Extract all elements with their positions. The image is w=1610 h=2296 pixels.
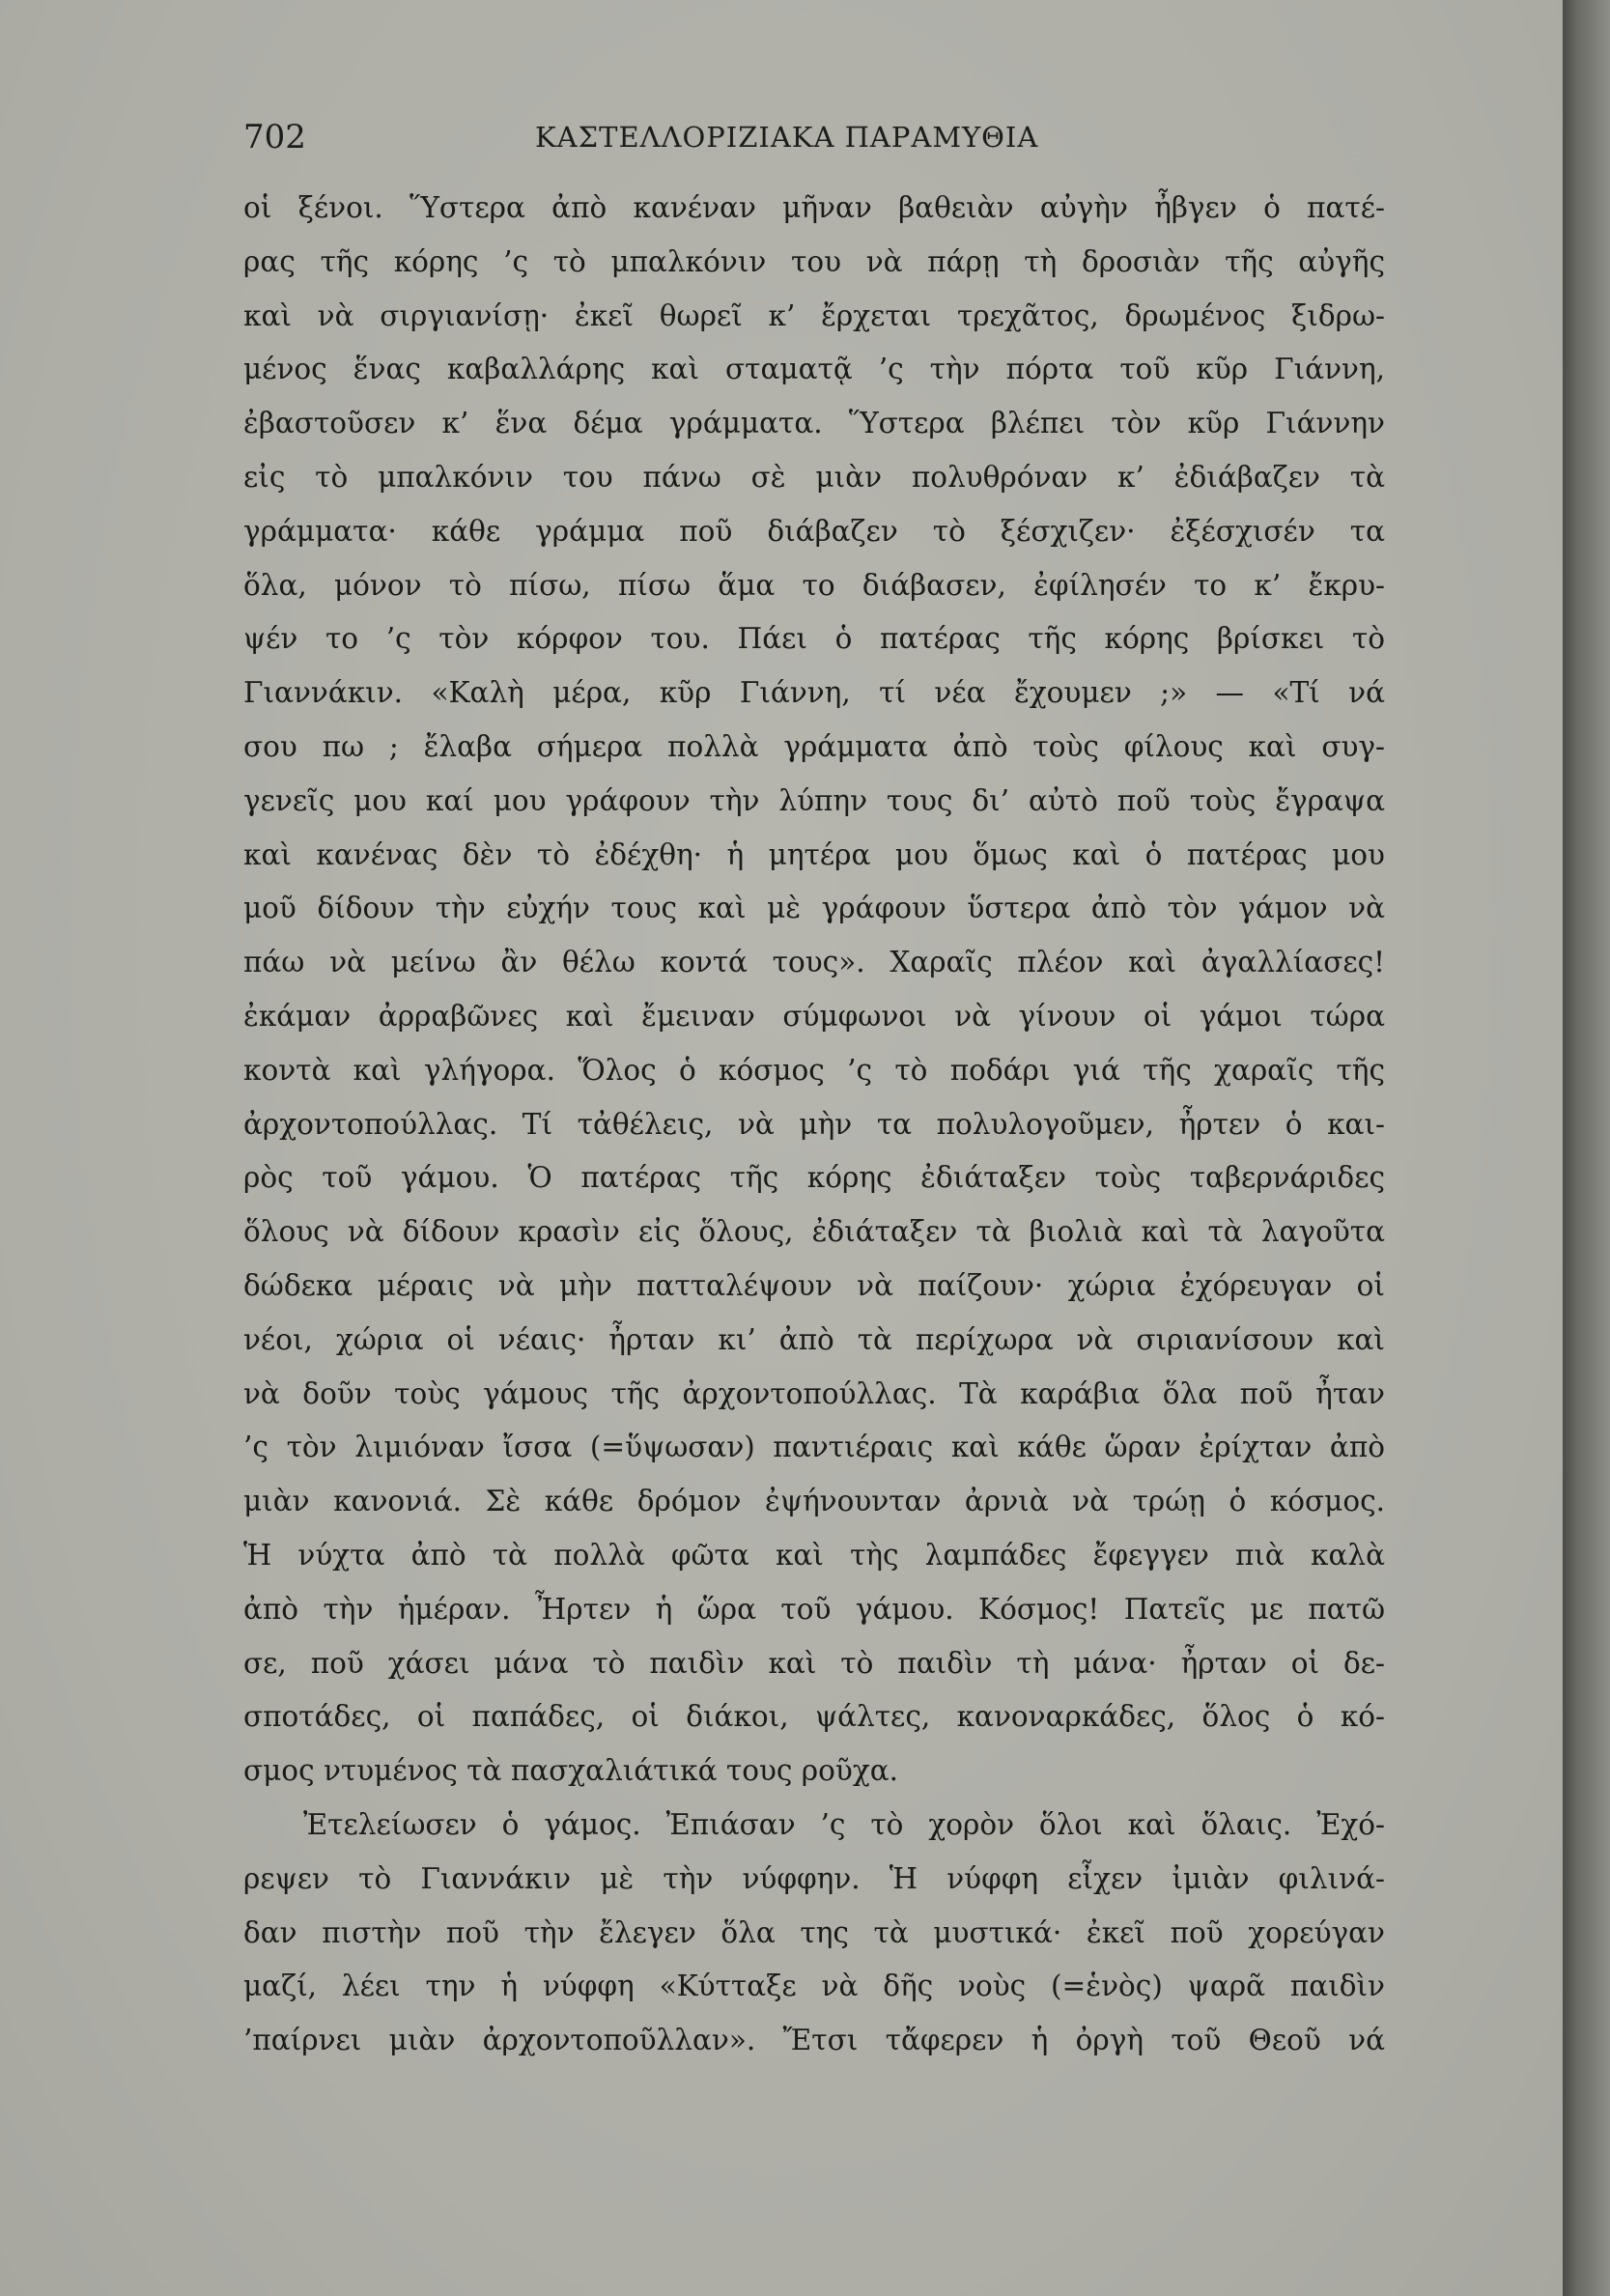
page-header xyxy=(243,114,1402,160)
text-line: ’ς τὸν λιμιόναν ἴσσα (=ὕψωσαν) παντιέραις καὶ κάθε ὥραν ἐρίχταν ἀπὸ xyxy=(243,1431,1385,1464)
text-line: σου πω ; ἔλαβα σήμερα πολλὰ γράμματα ἀπὸ τοὺς φίλους καὶ συγ- xyxy=(243,729,1385,763)
text-line: ρὸς τοῦ γάμου. Ὁ πατέρας τῆς κόρης ἐδιάταξεν τοὺς ταβερνάριδες xyxy=(243,1161,1385,1195)
text-line: καὶ κανένας δὲν τὸ ἐδέχθη· ἡ μητέρα μου ὅμως καὶ ὁ πατέρας μου xyxy=(243,837,1385,871)
text-line: ’παίρνει μιὰν ἀρχοντοποῦλλαν». Ἔτσι τἄφερεν ἡ ὀργὴ τοῦ Θεοῦ νά xyxy=(243,2024,1385,2057)
text-line: μοῦ δίδουν τὴν εὐχήν τους καὶ μὲ γράφουν ὕστερα ἀπὸ τὸν γάμον νὰ xyxy=(243,892,1385,925)
text-line: ρας τῆς κόρης ’ς τὸ μπαλκόνιν του νὰ πάρῃ τὴ δροσιὰν τῆς αὐγῆς xyxy=(243,244,1385,278)
text-line: Ἡ νύχτα ἀπὸ τὰ πολλὰ φῶτα καὶ τὴς λαμπάδες ἔφεγγεν πιὰ καλὰ xyxy=(243,1538,1385,1572)
text-line: καὶ νὰ σιργιανίσῃ· ἐκεῖ θωρεῖ κ’ ἔρχεται τρεχᾶτος, δρωμένος ξιδρω- xyxy=(243,298,1385,332)
text-line: δαν πιστὴν ποῦ τὴν ἔλεγεν ὅλα της τὰ μυστικά· ἐκεῖ ποῦ χορεύγαν xyxy=(243,1915,1385,1949)
text-line: ὅλους νὰ δίδουν κρασὶν εἰς ὅλους, ἐδιάταξεν τὰ βιολιὰ καὶ τὰ λαγοῦτα xyxy=(243,1215,1385,1249)
text-line: ἐκάμαν ἀρραβῶνες καὶ ἔμειναν σύμφωνοι νὰ γίνουν οἱ γάμοι τώρα xyxy=(243,999,1385,1033)
body-text xyxy=(243,182,1385,2068)
text-line: νέοι, χώρια οἱ νέαις· ἦρταν κι’ ἀπὸ τὰ περίχωρα νὰ σιριανίσουν καὶ xyxy=(243,1322,1385,1356)
text-line: οἱ ξένοι. Ὕστερα ἀπὸ κανέναν μῆναν βαθειὰν αὐγὴν ἦβγεν ὁ πατέ- xyxy=(243,191,1385,224)
text-line: κοντὰ καὶ γλήγορα. Ὅλος ὁ κόσμος ’ς τὸ ποδάρι γιά τῆς χαραῖς τῆς xyxy=(243,1053,1385,1087)
text-line: μιὰν κανονιά. Σὲ κάθε δρόμον ἐψήνουνταν ἀρνιὰ νὰ τρώῃ ὁ κόσμος. xyxy=(243,1485,1385,1518)
page-number: 702 xyxy=(243,118,306,156)
text-line: γράμματα· κάθε γράμμα ποῦ διάβαζεν τὸ ξέσχιζεν· ἐξέσχισέν τα xyxy=(243,514,1385,548)
text-line: νὰ δοῦν τοὺς γάμους τῆς ἀρχοντοπούλλας. Τὰ καράβια ὅλα ποῦ ἦταν xyxy=(243,1376,1385,1410)
text-line: ὅλα, μόνον τὸ πίσω, πίσω ἅμα το διάβασεν, ἐφίλησέν το κ’ ἔκρυ- xyxy=(243,568,1385,602)
binding-edge xyxy=(1563,0,1610,2296)
text-line: ψέν το ’ς τὸν κόρφον του. Πάει ὁ πατέρας τῆς κόρης βρίσκει τὸ xyxy=(243,622,1385,656)
text-line: γενεῖς μου καί μου γράφουν τὴν λύπην τους δι’ αὐτὸ ποῦ τοὺς ἔγραψα xyxy=(243,783,1385,817)
text-line: σμος ντυμένος τὰ πασχαλιάτικά τους ροῦχα. xyxy=(243,1754,898,1788)
text-line: δώδεκα μέραις νὰ μὴν πατταλέψουν νὰ παίζουν· χώρια ἐχόρευγαν οἱ xyxy=(243,1268,1385,1302)
running-title: ΚΑΣΤΕΛΛΟΡΙΖΙΑΚΑ ΠΑΡΑΜΥΘΙΑ xyxy=(535,121,1039,154)
text-line: ἐβαστοῦσεν κ’ ἕνα δέμα γράμματα. Ὕστερα βλέπει τὸν κῦρ Γιάννην xyxy=(243,407,1385,440)
text-line: μένος ἕνας καβαλλάρης καὶ σταματᾷ ’ς τὴν πόρτα τοῦ κῦρ Γιάννη, xyxy=(243,353,1385,386)
text-line: σποτάδες, οἱ παπάδες, οἱ διάκοι, ψάλτες, κανοναρκάδες, ὅλος ὁ κό- xyxy=(243,1700,1385,1734)
text-line: εἰς τὸ μπαλκόνιν του πάνω σὲ μιὰν πολυθρόναν κ’ ἐδιάβαζεν τὰ xyxy=(243,460,1385,494)
text-line: ἀπὸ τὴν ἡμέραν. Ἦρτεν ἡ ὥρα τοῦ γάμου. Κόσμος! Πατεῖς με πατῶ xyxy=(243,1592,1385,1626)
text-line: Γιαννάκιν. «Καλὴ μέρα, κῦρ Γιάννη, τί νέα ἔχουμεν ;» — «Τί νά xyxy=(243,676,1385,710)
text-line: μαζί, λέει την ἡ νύφφη «Κύτταξε νὰ δῆς νοὺς (=ἑνὸς) ψαρᾶ παιδὶν xyxy=(243,1970,1385,2003)
text-line: ρεψεν τὸ Γιαννάκιν μὲ τὴν νύφφην. Ἡ νύφφη εἶχεν ἰμιὰν φιλινά- xyxy=(243,1861,1385,1895)
text-line: ἀρχοντοπούλλας. Τί τἀθέλεις, νὰ μὴν τα πολυλογοῦμεν, ἦρτεν ὁ και- xyxy=(243,1107,1385,1141)
text-line: πάω νὰ μείνω ἂν θέλω κοντά τους». Χαραῖς πλέον καὶ ἀγαλλίασες! xyxy=(243,946,1385,979)
text-line: Ἐτελείωσεν ὁ γάμος. Ἐπιάσαν ’ς τὸ χορὸν ὅλοι καὶ ὅλαις. Ἐχό- xyxy=(303,1807,1385,1841)
text-line: σε, ποῦ χάσει μάνα τὸ παιδὶν καὶ τὸ παιδὶν τὴ μάνα· ἦρταν οἱ δε- xyxy=(243,1646,1385,1680)
